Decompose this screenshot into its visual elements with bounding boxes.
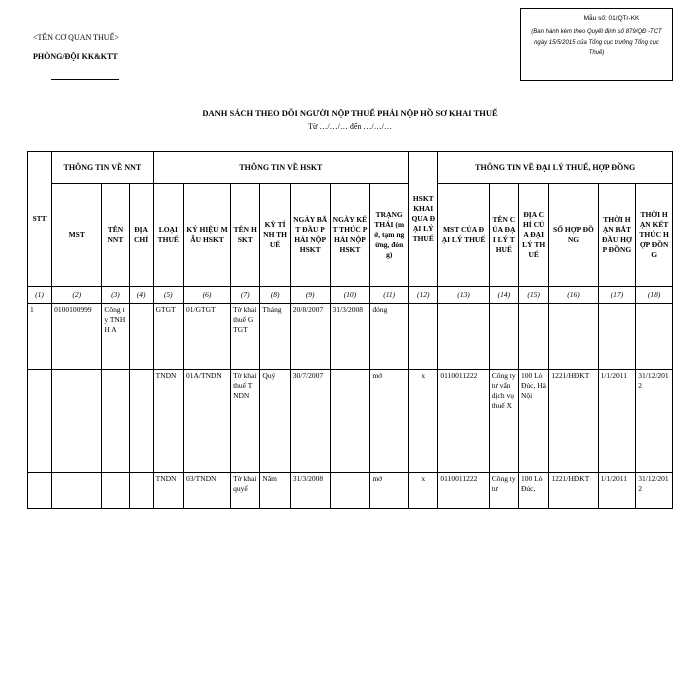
- table-cell: [519, 303, 549, 369]
- group-header-hskt: THÔNG TIN VỀ HSKT: [153, 152, 408, 184]
- column-header: TRẠNG THÁI (mở, tạm ngừng, đóng): [370, 184, 409, 287]
- table-cell: [330, 370, 370, 473]
- column-header: MST CỦA ĐẠI LÝ THUẾ: [438, 184, 489, 287]
- taxpayer-tracking-table: [27, 151, 673, 509]
- header-stt: STT: [28, 152, 52, 287]
- table-cell: [636, 303, 673, 369]
- header-hskt-qua-dai-ly: HSKT KHAI QUA ĐẠI LÝ THUẾ: [409, 152, 438, 287]
- column-number: (12): [409, 286, 438, 303]
- group-header-nnt: THÔNG TIN VỀ NNT: [52, 152, 154, 184]
- column-number: (13): [438, 286, 489, 303]
- table-cell: 03/TNDN: [183, 472, 230, 508]
- table-cell: 31/12/2012: [636, 370, 673, 473]
- table-cell: [409, 303, 438, 369]
- column-header: ĐỊA CHỈ CỦA ĐẠI LÝ THUẾ: [519, 184, 549, 287]
- document-period: Từ …/…/… đến …/…/…: [308, 122, 392, 131]
- column-header: NGÀY BẮT ĐẦU PHẢI NỘP HSKT: [290, 184, 330, 287]
- table-cell: 31/3/2008: [290, 472, 330, 508]
- table-cell: Quý: [260, 370, 290, 473]
- table-cell: 31/12/2012: [636, 472, 673, 508]
- table-cell: 1/1/2011: [598, 370, 636, 473]
- column-number: (15): [519, 286, 549, 303]
- table-cell: [129, 472, 153, 508]
- table-cell: Tờ khai thuế GTGT: [231, 303, 260, 369]
- table-cell: [330, 472, 370, 508]
- table-cell: GTGT: [153, 303, 183, 369]
- form-code: Mẫu số: 01/QTr-KK: [583, 15, 640, 22]
- table-cell: Công ty tư: [489, 472, 518, 508]
- column-header: LOẠI THUẾ: [153, 184, 183, 287]
- table-row: [28, 303, 673, 369]
- column-number: (18): [636, 286, 673, 303]
- column-header: THỜI HẠN BẮT ĐẦU HỢP ĐỒNG: [598, 184, 636, 287]
- form-note: (Ban hành kèm theo Quyết định số 879/QĐ -TCT ngày 15/5/2015 của Tổng cục trưởng Tổng cục Thuế): [531, 29, 662, 56]
- column-header: ĐỊA CHỈ: [129, 184, 153, 287]
- table-cell: [438, 303, 489, 369]
- column-header: NGÀY KẾT THÚC PHẢI NỘP HSKT: [330, 184, 370, 287]
- column-header: TÊN NNT: [102, 184, 129, 287]
- table-cell: 1: [28, 303, 52, 369]
- table-cell: Tờ khai quyế: [231, 472, 260, 508]
- column-header: KÝ HIỆU MẪU HSKT: [183, 184, 230, 287]
- table-cell: TNDN: [153, 370, 183, 473]
- table-cell: 20/8/2007: [290, 303, 330, 369]
- table-cell: [52, 370, 102, 473]
- column-number: (4): [129, 286, 153, 303]
- table-cell: [52, 472, 102, 508]
- table-cell: 01A/TNDN: [183, 370, 230, 473]
- agency-name: <TÊN CƠ QUAN THUẾ>: [33, 33, 119, 42]
- table-cell: 0100100999: [52, 303, 102, 369]
- column-header: TÊN CỦA ĐẠI LÝ THUẾ: [489, 184, 518, 287]
- table-cell: [549, 303, 598, 369]
- column-number: (8): [260, 286, 290, 303]
- table-cell: Công ty TNHH A: [102, 303, 129, 369]
- table-cell: Tờ khai thuế TNDN: [231, 370, 260, 473]
- column-number: (10): [330, 286, 370, 303]
- column-number: (2): [52, 286, 102, 303]
- table-cell: mở: [370, 370, 409, 473]
- table-cell: 31/3/2008: [330, 303, 370, 369]
- table-cell: Công ty tư vấn dịch vụ thuế X: [489, 370, 518, 473]
- table-cell: 100 Lò Đúc,: [519, 472, 549, 508]
- table-cell: [102, 370, 129, 473]
- table-cell: 01/GTGT: [183, 303, 230, 369]
- table-cell: Tháng: [260, 303, 290, 369]
- column-number: (5): [153, 286, 183, 303]
- table-cell: [102, 472, 129, 508]
- table-cell: [598, 303, 636, 369]
- table-cell: [489, 303, 518, 369]
- table-cell: Năm: [260, 472, 290, 508]
- column-header: SỐ HỢP ĐỒNG: [549, 184, 598, 287]
- column-number: (11): [370, 286, 409, 303]
- table-cell: [129, 303, 153, 369]
- column-number: (17): [598, 286, 636, 303]
- department-name: PHÒNG/ĐỘI KK&KTT: [33, 52, 118, 61]
- table-cell: 1221/HĐKT: [549, 472, 598, 508]
- table-cell: [129, 370, 153, 473]
- column-header: THỜI HẠN KẾT THÚC HỢP ĐỒNG: [636, 184, 673, 287]
- form-code-box: [520, 8, 673, 81]
- table-row: [28, 472, 673, 508]
- table-cell: TNDN: [153, 472, 183, 508]
- group-header-dai-ly: THÔNG TIN VỀ ĐẠI LÝ THUẾ, HỢP ĐỒNG: [438, 152, 673, 184]
- column-number: (1): [28, 286, 52, 303]
- document-title: DANH SÁCH THEO DÕI NGƯỜI NỘP THUẾ PHẢI NỘP HỒ SƠ KHAI THUẾ: [202, 108, 498, 118]
- table-cell: 1/1/2011: [598, 472, 636, 508]
- column-number: (14): [489, 286, 518, 303]
- column-header: KỲ TÍNH THUẾ: [260, 184, 290, 287]
- table-cell: 1221/HĐKT: [549, 370, 598, 473]
- table-cell: 0110011222: [438, 370, 489, 473]
- column-number: (9): [290, 286, 330, 303]
- table-cell: 100 Lò Đúc, Hà Nội: [519, 370, 549, 473]
- table-cell: 0110011222: [438, 472, 489, 508]
- table-cell: đóng: [370, 303, 409, 369]
- table-cell: [28, 370, 52, 473]
- column-header: MST: [52, 184, 102, 287]
- column-number: (16): [549, 286, 598, 303]
- department-underline: [51, 79, 119, 80]
- column-header: TÊN HSKT: [231, 184, 260, 287]
- column-number: (7): [231, 286, 260, 303]
- table-cell: [28, 472, 52, 508]
- table-cell: x: [409, 370, 438, 473]
- column-number: (6): [183, 286, 230, 303]
- table-cell: x: [409, 472, 438, 508]
- table-cell: mở: [370, 472, 409, 508]
- column-number: (3): [102, 286, 129, 303]
- table-row: [28, 370, 673, 473]
- table-cell: 30/7/2007: [290, 370, 330, 473]
